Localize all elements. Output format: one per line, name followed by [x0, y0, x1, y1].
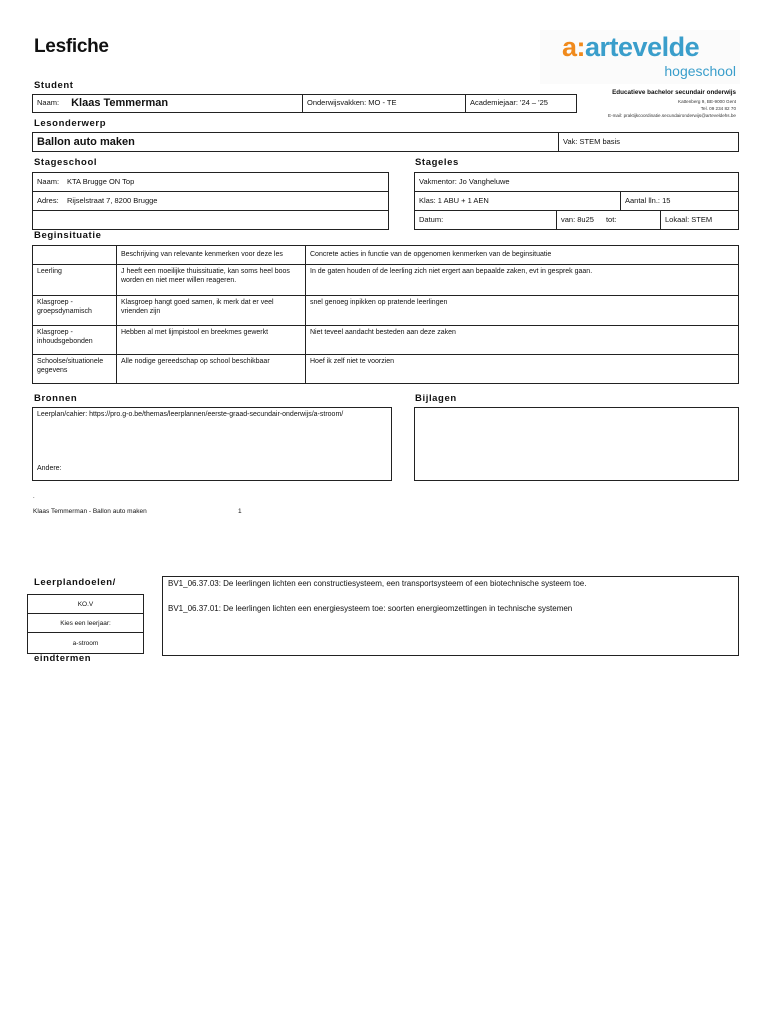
- year-selector[interactable]: Kies een leerjaar:: [28, 614, 143, 633]
- page-title: Lesfiche: [34, 36, 109, 57]
- table-header-row: [33, 246, 738, 265]
- beginsituatie-section-label: Beginsituatie: [34, 230, 102, 241]
- student-subjects: Onderwijsvakken: MO - TE: [303, 95, 466, 112]
- school-name-row: [33, 173, 388, 192]
- curriculum-link: Leerplan/cahier: https://pro.g-o.be/themas/leerplannen/eerste-graad-secundair-onderwijs/a-stroom/: [37, 411, 344, 418]
- header-cell-description: Beschrijving van relevante kenmerken voor deze les: [117, 246, 306, 264]
- bronnen-section-label: Bronnen: [34, 393, 78, 404]
- logo-mark-icon: a:: [562, 32, 586, 62]
- bijlagen-section-label: Bijlagen: [415, 393, 457, 404]
- row-label: Schoolse/situationele gegevens: [33, 355, 117, 383]
- footer-dot: .: [33, 494, 35, 500]
- time-cell: [557, 211, 661, 229]
- address-line-3: E-mail: praktijkcoordinatie.secundaironderwijs@arteveldehs.be: [608, 113, 736, 118]
- school-section-label: Stageschool: [34, 157, 98, 168]
- table-row: [33, 326, 738, 355]
- beginsituatie-table: [32, 245, 739, 384]
- address-line-2: Tel. 09 234 82 70: [700, 106, 736, 111]
- bronnen-box: [32, 407, 392, 481]
- room: Lokaal: STEM: [665, 214, 713, 224]
- row-label: Leerling: [33, 265, 117, 295]
- row-description: Alle nodige gereedschap op school beschikbaar: [117, 355, 306, 383]
- institution-name: Educatieve bachelor secundair onderwijs: [612, 89, 736, 96]
- time-to: tot:: [605, 214, 617, 224]
- lesson-box: [32, 132, 739, 152]
- stageles-section-label: Stageles: [415, 157, 459, 168]
- row-description: Klasgroep hangt goed samen, ik merk dat er veel vrienden zijn: [117, 296, 306, 325]
- pupil-count: Aantal lln.: 15: [625, 195, 671, 205]
- class: Klas: 1 ABU + 1 AEN: [415, 192, 621, 210]
- row-action: In de gaten houden of de leerling zich niet ergert aan bepaalde zaken, evt in gesprek gaan.: [310, 268, 593, 275]
- stream-value: a-stroom: [72, 639, 99, 647]
- school-address-label: Adres:: [37, 195, 59, 205]
- date: Datum:: [415, 211, 557, 229]
- leerplandoelen-label: Leerplandoelen/: [34, 577, 116, 588]
- bijlagen-box: [414, 407, 739, 481]
- school-address-row: [33, 192, 388, 211]
- student-name-label: Naam:: [37, 98, 60, 108]
- mentor-row: [415, 173, 738, 192]
- address-line-1: Kattenberg 9, BE-9000 Gent: [678, 99, 736, 104]
- row-description: Hebben al met lijmpistool en breekmes gewerkt: [117, 326, 306, 354]
- row-action: Niet teveel aandacht besteden aan deze zaken: [310, 329, 456, 336]
- footer-text: Klaas Temmerman - Ballon auto maken: [33, 508, 147, 515]
- row-action: Hoef ik zelf niet te voorzien: [310, 358, 395, 365]
- lesson-subject: Vak: STEM basis: [563, 136, 620, 146]
- logo-subtitle: hogeschool: [664, 63, 736, 79]
- logo-wordmark: a:artevelde: [562, 32, 700, 62]
- header-cell-actions: Concrete acties in functie van de opgenomen kenmerken van de beginsituatie: [310, 251, 552, 259]
- row-description: J heeft een moeilijke thuissituatie, kan soms heel boos worden en niet meer willen reageren.: [117, 265, 306, 295]
- date-row: [415, 211, 738, 229]
- lesson-topic: Ballon auto maken: [33, 133, 559, 151]
- goals-box: [162, 576, 739, 656]
- table-row: [33, 265, 738, 296]
- school-name-label: Naam:: [37, 176, 60, 186]
- stageles-box: [414, 172, 739, 230]
- goal-item: BV1_06.37.03: De leerlingen lichten een constructiesysteem, een transportsysteem of een biotechnische systeem toe.: [168, 579, 587, 588]
- student-name-cell: [33, 95, 303, 112]
- header-cell-empty: [33, 246, 117, 264]
- artevelde-logo: [540, 30, 740, 84]
- student-box: [32, 94, 577, 113]
- lesson-section-label: Lesonderwerp: [34, 118, 107, 129]
- class-row: [415, 192, 738, 211]
- school-address: Rijselstraat 7, 8200 Brugge: [67, 195, 158, 205]
- mentor: Vakmentor: Jo Vangheluwe: [419, 176, 510, 186]
- school-name: KTA Brugge ON Top: [67, 176, 135, 186]
- eindtermen-label: eindtermen: [34, 653, 92, 664]
- time-from: van: 8u25: [561, 214, 594, 224]
- row-action: snel genoeg inpikken op pratende leerlingen: [310, 299, 448, 306]
- page-number: 1: [238, 508, 242, 515]
- row-label: Klasgroep - inhoudsgebonden: [33, 326, 117, 354]
- row-label: Klasgroep - groepsdynamisch: [33, 296, 117, 325]
- student-name: Klaas Temmerman: [71, 97, 169, 110]
- curriculum-code: KO.V: [28, 595, 143, 614]
- school-box: [32, 172, 389, 230]
- other-sources: Andere:: [37, 465, 62, 472]
- academic-year: Academiejaar: '24 – '25: [470, 98, 548, 108]
- table-row: [33, 296, 738, 326]
- goal-item: BV1_06.37.01: De leerlingen lichten een energiesysteem toe: soorten energieomzettingen in technische systemen: [168, 604, 573, 613]
- student-section-label: Student: [34, 80, 74, 91]
- leerplan-selector-box: [27, 594, 144, 654]
- table-row: [33, 355, 738, 383]
- school-empty-row: [33, 211, 388, 229]
